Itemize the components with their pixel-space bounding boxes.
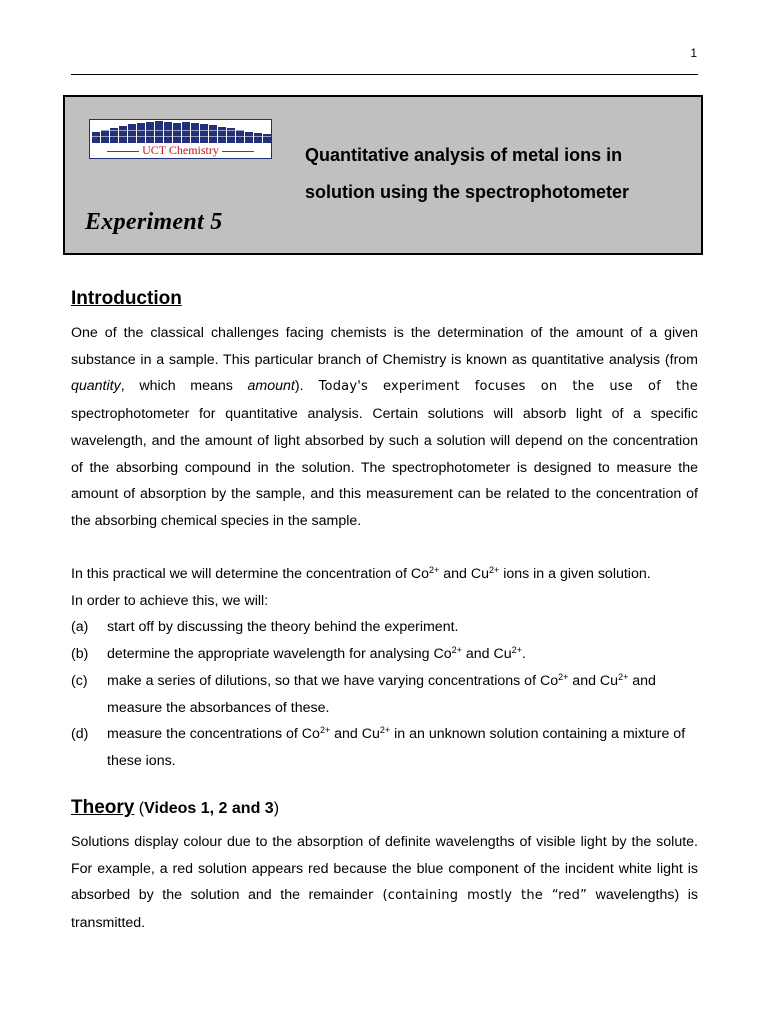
logo-text: UCT Chemistry <box>142 143 219 157</box>
title-line-1: Quantitative analysis of metal ions in <box>305 145 623 165</box>
experiment-number: Experiment 5 <box>85 209 223 235</box>
experiment-title <box>305 137 685 211</box>
intro-paragraph-2: In this practical we will determine the concentration of $Co^{2+}$ and $Cu^{2+}$ ions in a given solution. In order to achieve this, we will: (a) start off by discussing the theory behind the experiment. (b) determine the appropriate wavelength for analysing $Co^{2+}$ and $Cu^{2+}$. (c) make a series of dilutions, so that we have varying concentrations of $Co^{2+}$ and $Cu^{2+}$ and measure the absorbances of these. (d) measure the concentrations of $Co^{2+}$ and $Cu^{2+}$ in an unknown solution containing a mixture of these ions. <box>71 561 698 775</box>
uct-chemistry-logo <box>89 119 272 159</box>
list-item: (b) determine the appropriate wavelength for analysing $Co^{2+}$ and $Cu^{2+}$. <box>71 645 526 663</box>
theory-heading: Theory <box>71 797 135 818</box>
list-item: (c) make a series of dilutions, so that we have varying concentrations of $Co^{2+}$ and $Cu^{2+}$ and measure the absorbances of these. <box>71 671 656 716</box>
list-item: (d) measure the concentrations of $Co^{2+}$ and $Cu^{2+}$ in an unknown solution containing a mixture of these ions. <box>71 725 686 769</box>
introduction-section <box>71 286 698 313</box>
theory-videos-note: Videos 1, 2 and 3 <box>144 800 274 817</box>
header-rule <box>71 74 698 75</box>
introduction-heading: Introduction <box>71 288 182 309</box>
list-item: (a) start off by discussing the theory behind the experiment. <box>71 619 459 636</box>
theory-paragraph-1: Solutions display colour due to the absorption of definite wavelengths of visible light by the solute. For example, a red solution appears red because the blue component of the incident white light is absorbed by the solution and the remainder (containing mostly the “red” wavelengths) is transmitted. <box>71 834 698 932</box>
title-line-2: solution using the spectrophotometer <box>305 182 630 202</box>
theory-section: Theory (Videos 1, 2 and 3) <box>71 797 280 818</box>
page-number: 1 <box>690 46 697 60</box>
intro-paragraph-1: One of the classical challenges facing chemists is the determination of the amount of a given substance in a sample. This particular branch of Chemistry is known as quantitative analysis (from quantity, which means amount). Today's experiment focuses on the use of the spectrophotometer for quantitative analysis. Certain solutions will absorb light of a specific wavelength, and the amount of light absorbed by such a solution will depend on the concentration of the absorbing compound in the solution. The spectrophotometer is designed to measure the amount of absorption by the sample, and this measurement can be related to the concentration of the absorbing chemical species in the sample. <box>71 325 698 529</box>
experiment-header <box>63 95 703 255</box>
